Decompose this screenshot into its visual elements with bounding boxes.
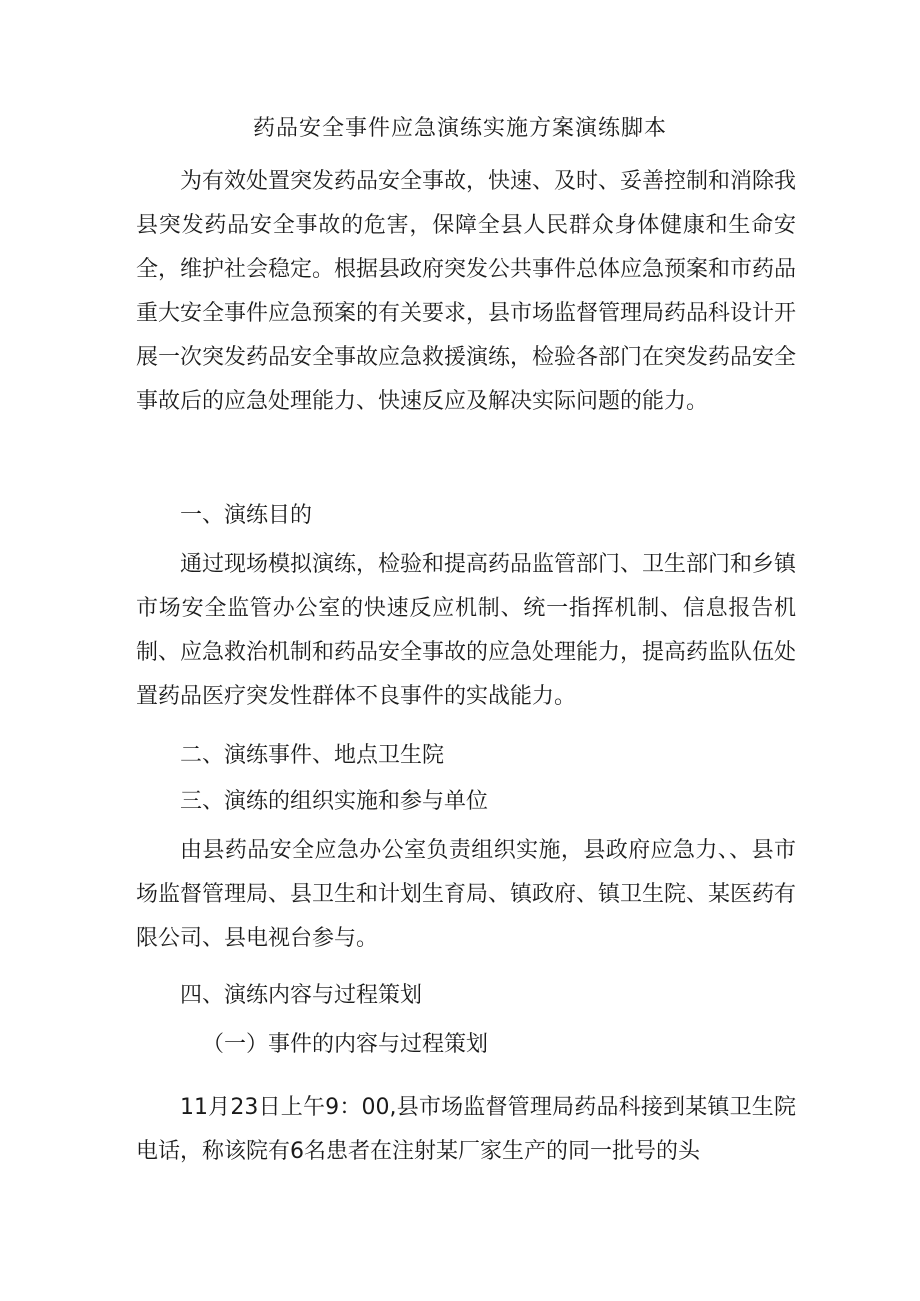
section-heading-content-process: 四、演练内容与过程策划 [180, 983, 423, 1008]
section-body-purpose: 通过现场模拟演练，检验和提高药品监管部门、卫生部门和乡镇市场安全监管办公室的快速反应机制、统一指挥机制、信息报告机制、应急救治机制和药品安全事故的应急处理能力，提高药监队伍处置药品医疗突发性群体不良事件的实战能力。 [136, 552, 797, 709]
subsection-body-event-content: 11月23日上午9：00,县市场监督管理局药品科接到某镇卫生院电话，称该院有6名患者在注射某厂家生产的同一批号的头 [136, 1095, 796, 1164]
document-title: 药品安全事件应急演练实施方案演练脚本 [252, 116, 667, 141]
subsection-heading-event-content: （一）事件的内容与过程策划 [202, 1032, 489, 1057]
section-heading-organization: 三、演练的组织实施和参与单位 [180, 789, 489, 814]
section-body-organization: 由县药品安全应急办公室负责组织实施，县政府应急力、、县市场监督管理局、县卫生和计划生育局、镇政府、镇卫生院、某医药有限公司、县电视台参与。 [136, 838, 797, 951]
section-heading-purpose: 一、演练目的 [180, 503, 313, 528]
intro-paragraph: 为有效处置突发药品安全事故，快速、及时、妥善控制和消除我县突发药品安全事故的危害，保障全县人民群众身体健康和生命安全，维护社会稳定。根据县政府突发公共事件总体应急预案和市药品重大安全事件应急预案的有关要求，县市场监督管理局药品科设计开展一次突发药品安全事故应急救援演练，检验各部门在突发药品安全事故后的应急处理能力、快速反应及解决实际问题的能力。 [136, 169, 797, 414]
section-heading-event-location: 二、演练事件、地点卫生院 [180, 743, 445, 768]
